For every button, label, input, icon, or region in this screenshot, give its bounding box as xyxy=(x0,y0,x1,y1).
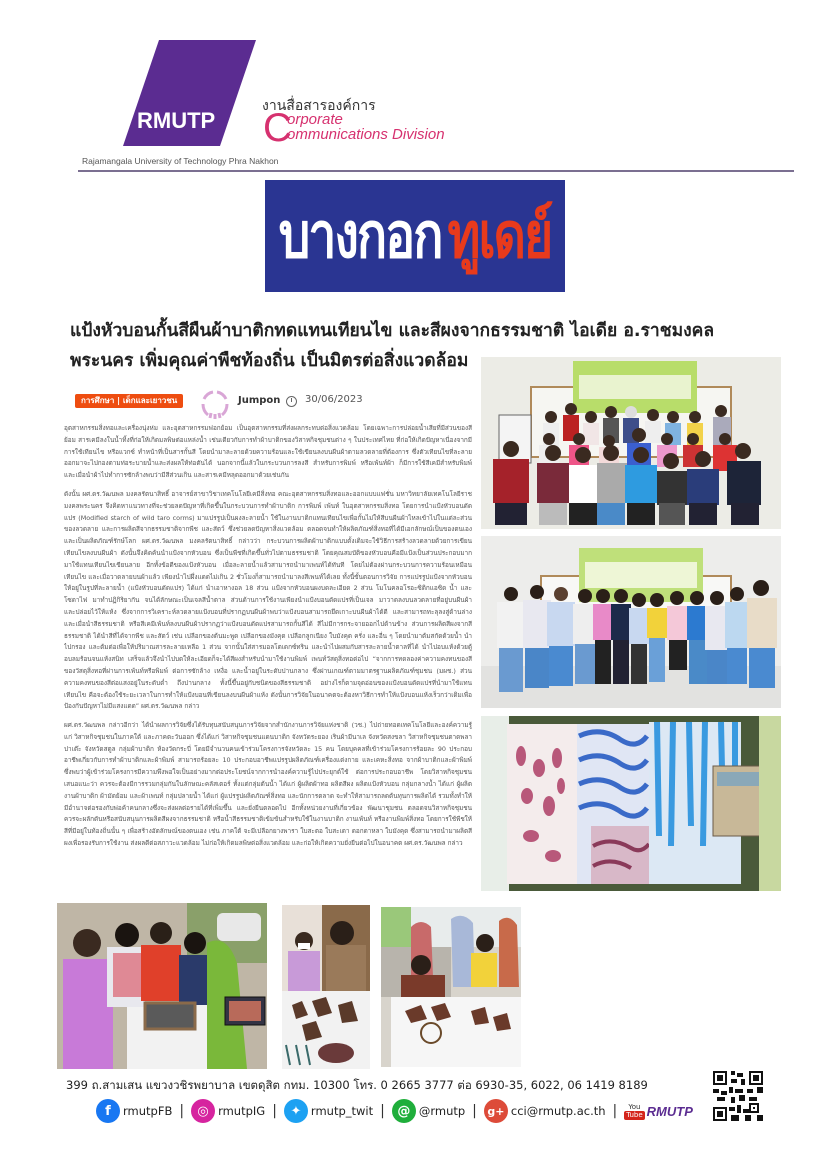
author-name[interactable]: Jumpon xyxy=(238,395,281,406)
division-thai: งานสื่อสารองค์การ xyxy=(262,98,376,114)
university-name: Rajamangala University of Technology Phra Nakhon xyxy=(82,156,279,166)
paragraph: ดังนั้น ผศ.ดร.วัฒนพล มงคลรัตนาสิทธิ์ อาจารย์สาขาวิชาเทคโนโลยีเคมีสิ่งทอ คณะอุตสาหกรรมสิ่งทอและออกแบบแฟชั่น มหาวิทยาลัยเทคโนโลยีราชมงคลพระนคร จึงคิดหาแนวทางที่จะช่วยลดปัญหาที่เกิดขึ้นในกระบวนการทำผ้าบาติก การพิมพ์ เพ้นท์ ในอุตสาหกรรมสิ่งทอ โดยการนำแป้งหัวบอนดัดแปร (Modified starch of wild taro corms) มาแปรรูปเป็นผงละลายน้ำ ใช้ในงานบาติกแทนเทียนไขเพื่อกั้นไม่ให้สีบนผืนผ้าไหลเข้าไปในแต่ละส่วนของลวดลาย และการผลิตสีจากธรรมชาติจากพืช และสัตว์ ซึ่งช่วยลดปัญหาสิ่งแวดล้อม ตลอดจนทำให้ผลิตภัณฑ์สิ่งทอที่ได้มีเอกลักษณ์เป็นของตนเอง และเป็นผลิตภัณฑ์รักษ์โลก ผศ.ดร.วัฒนพล มงคลรัตนาสิทธิ์ กล่าวว่า กระบวนการผลิตผ้าบาติกแบบดั้งเดิมจะใช้วิธีการสร้างลวดลายด้วยการเขียนเทียนไขลงบนผืนผ้า ดังนั้นจึงคิดค้นนำแป้งจากหัวบอน ซึ่งเป็นพืชที่เกิดขึ้นทั่วไปตามธรรมชาติ โดยคุณสมบัติของหัวบอนคือมีแป้งเป็นส่วนประกอบมาก มาใช้แทนเทียนไขเขียนลาย อีกทั้งข้อดีของแป้งหัวบอน เมื่อละลายน้ำแล้วสามารถนำมาเพนท์ได้ทันที โดยไม่ต้องผ่านกระบวนการความร้อนเหมือนเทียนไข และเมื่อวาดลายบนผ้าแล้ว เพียงนำไปผึ่งแดดไม่เกิน 2 ชั่วโมงก็สามารถนำมาลงสีเพนท์ได้เลย ทั้งนี้ขั้นตอนการวิจัย การแปรรูปแป้งจากหัวบอนให้อยู่ในรูปที่ละลายน้ำ (แป้งหัวบอนดัดแปร) ได้แก่ นำเอาหางอล 18 ส่วน แป้งจากหัวบอนผงบดละเอียด 2 ส่วน โมโนคลอโรอะซิติกแอซิด น้ำ และโซดาไฟ มาทำปฏิกิริยากัน จนได้ลักษณะเป็นเจลสีน้ำตาล ส่วนด้านการใช้งานเพียงนำแป้งบอนดัดแปรที่เป็นเจล มาวาดลงบนลวดลายที่อยู่บนผืนผ้า และปล่อยไว้ให้แห้ง ซึ่งจากการวิเคราะห์ลวดลายแป้งบอนที่ปรากฏบนผืนผ้าพบว่าแป้งบอนสามารถยึดเกาะบนผืนผ้าได้ดี และสามารถทะลุลงสู่ด้านล่าง และเมื่อนำสีธรรมชาติ หรือสีเคมีเพ้นท์ลงบนผืนผ้าปรากฏว่าแป้งบอนดัดแปรสามารถกั้นสีได้ สีไม่มีการกระจายออกไปด้านข้าง ส่วนการผลิตสีผงจากสีธรรมชาติ ได้นำสีที่ได้จากพืช และสัตว์ เช่น เปลือกของต้นมะพูด เปลือกของมังคุด เปลือกลูกเนียง ใบมังคุด ครั่ง และอื่น ๆ โดยนำมาต้มสกัดด้วยน้ำ นำไปกรอง และต้มต่อเพื่อให้ปริมาณสารละลายเหลือ 1 ส่วน จากนั้นใส่สารมอลโตเดกซ์ทริน และนำไปผสมกับสารละลายน้ำตาลที่ได้ นำไปอบแห้งด้วยตู้อบลมร้อนจนแห้งสนิท เสร็จแล้วจึงนำไปบดให้ละเอียดก็จะได้สีผงสำหรับนำมาใช้งานพิมพ์ เพนท์วัสดุสิ่งทอต่อไป “จากการทดลองค่าความคงทนของสีของวัสดุสิ่งทอที่ผ่านการเพ้นท์หรือพิมพ์ ต่อการซักล้าง เหงื่อ และน้ำอยู่ในระดับปานกลาง ซึ่งผ่านเกณฑ์ตามมาตรฐานผลิตภัณฑ์ชุมชน (มผช.) ส่วนความคงทนของสีต่อแสงอยู่ในระดับต่ำ ถึงปานกลาง ทั้งนี้ขึ้นอยู่กับชนิดของสีธรรมชาติ อย่างไรก็ตามจุดอ่อนของแป้งบอนดัดแปรที่นำมาใช้แทนเทียนไข คือจะต้องใช้ระยะเวลาในการทำให้แป้งบอนที่เขียนลงบนผืนผ้าแห้ง ดังนั้นการวิจัยในอนาคตจะต้องหาวิธีการทำให้แป้งบอนแห้งเร็วกว่าเดิมเพื่อป้องกันปัญหาไม่มีแสงแดด” ผศ.ดร.วัฒนพล กล่าว xyxy=(64,490,472,711)
youtube-icon[interactable] xyxy=(624,1103,644,1120)
newspaper-name-part2: ทูเดย์ xyxy=(447,200,552,271)
social-label-twitter[interactable]: rmutp_twit xyxy=(310,1104,374,1118)
instagram-icon[interactable]: ◎ xyxy=(191,1099,215,1123)
rmutp-logo xyxy=(123,40,256,146)
paragraph: ผศ.ดร.วัฒนพล กล่าวอีกว่า ได้นำผลการวิจัยซึ่งได้รับทุนสนับสนุนการวิจัยจากสำนักงานการวิจัยแห่งชาติ (วช.) ไปถ่ายทอดเทคโนโลยีและองค์ความรู้แก่ วิสาหกิจชุมชนในภาคใต้ และภาคตะวันออก ซึ่งได้แก่ วิสาหกิจชุมชนแดนบาติก จังหวัดระยอง เรินผ้ามีนาเล จังหวัดสงขลา วิสาหกิจชุมชนตาดพลาปาเต๊ะ จังหวัดสตูล กลุ่มผ้าบาติก ห้องวัดกระบี่ โดยมีจำนวนคนเข้าร่วมโครงการจังหวัดละ 15 คน โดยบุคคลที่เข้าร่วมโครงการร้อยละ 90 ประกอบอาชีพเกี่ยวกับการทำผ้าบาติกและผ้าพิมพ์ สามารถร้อยละ 10 ประกอบอาชีพแปรรูปผลิตภัณฑ์เครื่องแต่งกาย และเคหะสิ่งทอ จากผ้าบาติกและผ้าพิมพ์ ซึ่งพบว่าผู้เข้าร่วมโครงการมีความพึงพอใจเป็นอย่างมากต่อประโยชน์จากการนำองค์ความรู้ไปประยุกต์ใช้ ต่อการประกอบอาชีพ โดยวิสาหกิจชุมชนเสนอแนะว่า ควรจะต้องมีการรวมกลุ่มกันในลักษณะคลัสเตอร์ ทั้งแต่กลุ่มต้นน้ำ ได้แก่ ผู้ผลิตผ้าทอ ผลิตสีผง ผลิตแป้งหัวบอน กลุ่มกลางน้ำ ได้แก่ ผู้ผลิตงานผ้าบาติก ผ้ามัดย้อม และผ้าเพนท์ กลุ่มปลายน้ำ ได้แก่ ผู้แปรรูปผลิตภัณฑ์สิ่งทอ และนักการตลาด จะทำให้สามารถลดต้นทุนการผลิตได้ รวมทั้งทำให้มีอำนาจต่อรองกับพ่อค้าคนกลางซึ่งจะส่งผลต่อรายได้ที่เพิ่มขึ้น และยั่งยืนตลอดไป อีกทั้งหน่วยงานที่เกี่ยวข้อง พัฒนาชุมชน ตลอดจนวิสาหกิจชุมชน ควรจะผลักดันหรือสนับสนุนการผลิตสีผงจากธรรมชาติ หรือน้ำสีธรรมชาติเข้มข้นสำหรับใช้ในงานบาติก งานเพ้นท์ หรืองานพิมพ์สิ่งทอ โดยการใช้พืชให้สีที่มีอยู่ในท้องถิ่นนั้น ๆ เพื่อสร้างอัตลักษณ์ของตนเอง เช่น ภาคใต้ จะมีเปลือกยางพารา ใบสะตอ ใบสะเดา ดอกดาหลา ใบมังคุด ซึ่งสามารถนำมาผลิตสีผงเพื่อรองรับการใช้งาน ส่งผลดีต่อสภาวะแวดล้อม ไม่ก่อให้เกิดมลพิษต่อสิ่งแวดล้อม และก่อให้เกิดความยั่งยืนต่อไปในอนาคต ผศ.ดร.วัฒนพล กล่าว xyxy=(64,721,472,847)
social-label-line[interactable]: @rmutp xyxy=(418,1104,466,1118)
newspaper-name-part1: บางกอก xyxy=(278,200,442,271)
social-label-instagram[interactable]: rmutpIG xyxy=(218,1104,266,1118)
group-photo-wearing-batik xyxy=(481,536,781,708)
painting-batik-leaves xyxy=(282,905,370,1069)
line-icon[interactable]: @ xyxy=(392,1099,416,1123)
separator: | xyxy=(179,1103,185,1119)
separator: | xyxy=(612,1103,618,1119)
division-line-1: orporate xyxy=(287,111,343,128)
category-badge[interactable]: การศึกษา | เด็กและเยาวชน xyxy=(75,394,183,408)
logo-text: RMUTP xyxy=(137,108,216,133)
youtube-tube: Tube xyxy=(626,1110,643,1119)
article-title: แป้งหัวบอนกั้นสีผืนผ้าบาติกทดแทนเทียนไข และสีผงจากธรรมชาติ ไอเดีย อ.ราชมงคลพระนคร เพิ่มคุณค่าพืชท้องถิ่น เป็นมิตรต่อสิ่งแวดล้อม xyxy=(70,321,715,371)
article-body xyxy=(64,423,472,857)
separator: | xyxy=(380,1103,385,1119)
division-initial: C xyxy=(263,106,292,150)
social-label-facebook[interactable]: rmutpFB xyxy=(123,1104,173,1118)
clock-icon xyxy=(286,396,297,407)
batik-fabrics-hanging xyxy=(481,716,781,891)
qr-code-icon[interactable] xyxy=(713,1071,763,1121)
twitter-icon[interactable]: ✦ xyxy=(284,1099,308,1123)
newspaper-logo xyxy=(265,180,565,292)
social-links xyxy=(96,1098,693,1124)
participants-painting-fabric xyxy=(381,907,521,1067)
workshop-screen-printing xyxy=(57,903,267,1069)
separator: | xyxy=(272,1103,277,1119)
contact-address: 399 ถ.สามเสน แขวงวชิรพยาบาล เขตดุสิต กทม. 10300 โทร. 0 2665 3777 ต่อ 6930-35, 6022, 06 1419 8189 xyxy=(66,1078,648,1092)
facebook-icon[interactable]: f xyxy=(96,1099,120,1123)
division-line-2: ommunications Division xyxy=(287,126,445,143)
publish-date: 30/06/2023 xyxy=(305,394,363,405)
google-plus-icon[interactable]: g+ xyxy=(484,1099,508,1123)
youtube-label[interactable]: RMUTP xyxy=(646,1103,693,1119)
social-label-email[interactable]: cci@rmutp.ac.th xyxy=(510,1104,606,1118)
paragraph: อุตสาหกรรมสิ่งทอและเครื่องนุ่งห่ม และอุตสาหกรรมฟอกย้อม เป็นอุตสาหกรรมที่ส่งผลกระทบต่อสิ่งแวดล้อม โดยเฉพาะการปล่อยน้ำเสียที่มีส่วนของสีย้อม สารเคมีลงในน้ำทิ้งที่ก่อให้เกิดมลพิษต่อแหล่งน้ำ เช่นเดียวกับการทำผ้าบาติกของวิสาหกิจชุมชนต่าง ๆ ในประเทศไทย ที่ก่อให้เกิดปัญหาเนื่องจากมีการใช้เทียนไข หรือแวกซ์ ทำหน้าที่เป็นสารกั้นสี โดยนำมาละลายด้วยความร้อนและใช้เขียนลงบนผืนผ้าตามลวดลายที่ต้องการ ซึ่งตัวเทียนไขที่ละลายออกมาจะไปกองตามท่อระบายน้ำและส่งผลให้ท่อตันได้ นอกจากนี้แล้วในกระบวนการลงสี สำหรับการพิมพ์ หรือเพ้นท์ผ้า ก็มีการใช้สีเคมีสำหรับพิมพ์ และเมื่อนำผ้าไปทำการซักล้างพบว่ามีสีส่วนเกิน และสารเคมีหลุดออกมาด้วยเช่นกัน xyxy=(64,424,472,480)
author-avatar xyxy=(198,387,232,421)
header-divider xyxy=(78,170,794,172)
group-photo-training xyxy=(481,357,781,529)
separator: | xyxy=(472,1103,477,1119)
youtube-you: You xyxy=(628,1102,641,1111)
